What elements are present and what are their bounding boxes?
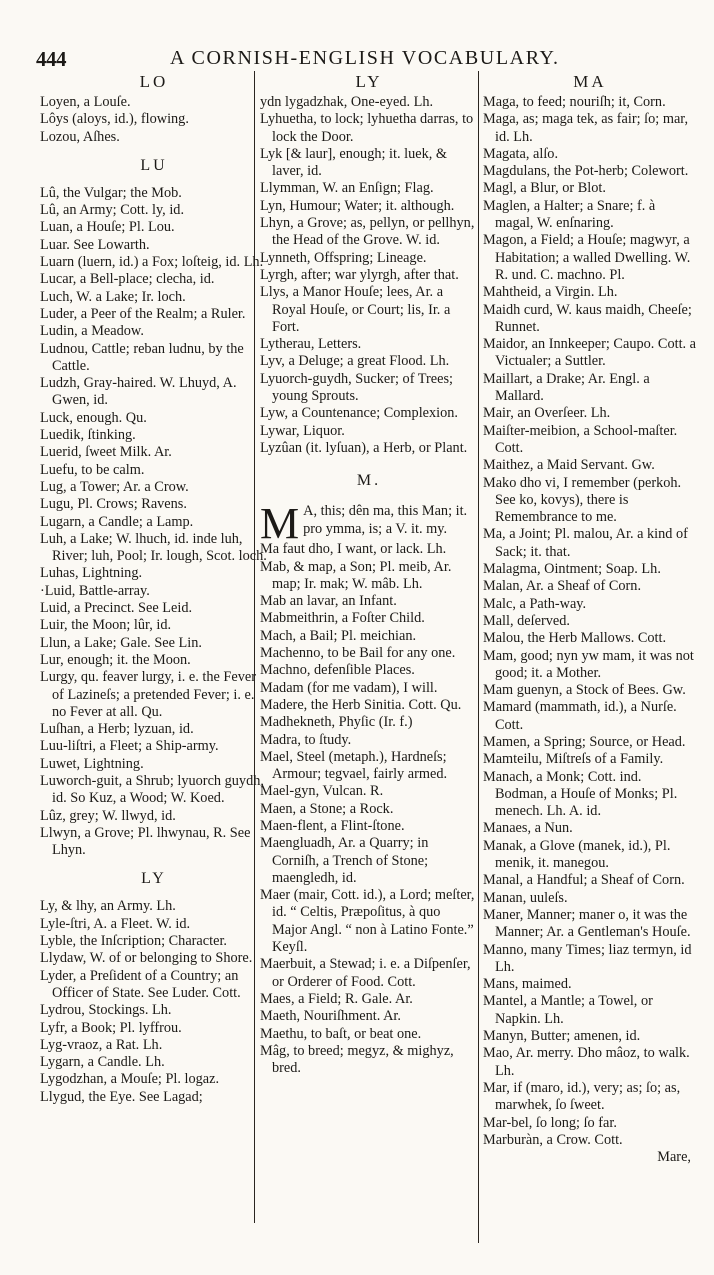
dictionary-entry: Ma, a Joint; Pl. malou, Ar. a kind of Sack; it. that.: [483, 526, 688, 560]
dictionary-entry: Lôys (aloys, id.), flowing.: [40, 111, 189, 128]
dictionary-entry: Maidh curd, W. kaus maidh, Cheeſe; Runnet.: [483, 301, 692, 335]
running-title: A CORNISH-ENGLISH VOCABULARY.: [170, 47, 560, 69]
column-1: [40, 70, 268, 1275]
dictionary-entry: Maeth, Nouriſhment. Ar.: [260, 1008, 401, 1025]
dictionary-entry: Lû, an Army; Cott. ly, id.: [40, 202, 185, 219]
dictionary-entry: Maillart, a Drake; Ar. Engl. a Mallard.: [483, 370, 650, 405]
dictionary-entry: Madam (for me vadam), I will.: [260, 679, 438, 696]
dictionary-entry: Machenno, to be Bail for any one.: [260, 645, 456, 662]
dictionary-entry: Malagma, Ointment; Soap. Lh.: [483, 561, 661, 578]
dictionary-entry: Mam guenyn, a Stock of Bees. Gw.: [483, 682, 686, 699]
dictionary-entry: Lyhuetha, to lock; lyhuetha darras, to lock the Door.: [260, 111, 474, 145]
dictionary-entry: Maen-flent, a Flint-ſtone.: [260, 817, 405, 834]
dictionary-entry: Mar, if (maro, id.), very; as; ſo; as, marwhek, ſo ſweet.: [483, 1079, 681, 1114]
dictionary-entry: Mab, & map, a Son; Pl. meib, Ar. map; Ir. mak; W. mâb. Lh.: [260, 558, 452, 592]
entry-text: A, this; dên ma, this Man; it. pro ymma, is; a V. it. my.: [303, 503, 468, 537]
dictionary-entry: Luworch-guit, a Shrub; lyuorch guydh, id. So Kuz, a Wood; W. Koed.: [40, 772, 264, 807]
dictionary-entry: Lyble, the Inſcription; Character.: [40, 933, 227, 950]
dictionary-entry: Ludnou, Cattle; reban ludnu, by the Cattle.: [40, 340, 244, 374]
dictionary-entry: Madra, to ſtudy.: [260, 731, 352, 748]
dictionary-entry: Lyw, a Countenance; Complexion.: [260, 405, 458, 422]
dictionary-entry: Llwyn, a Grove; Pl. lhwynau, R. See Lhyn.: [40, 824, 251, 859]
dictionary-entry: Manak, a Glove (manek, id.), Pl. menik, it. manegou.: [483, 837, 671, 872]
dictionary-entry: Maglen, a Halter; a Snare; f. à magal, W. enſnaring.: [483, 197, 656, 232]
dictionary-entry: Ludin, a Meadow.: [40, 323, 144, 340]
dictionary-entry: Maengluadh, Ar. a Quarry; in Corniſh, a Trench of Stone; maengledh, id.: [260, 835, 429, 886]
dictionary-entry: Lyv, a Deluge; a great Flood. Lh.: [260, 353, 450, 370]
dictionary-entry: Mabmeithrin, a Foſter Child.: [260, 610, 425, 627]
dictionary-entry: Maethu, to baſt, or beat one.: [260, 1025, 422, 1042]
dictionary-entry: Lyrgh, after; war ylyrgh, after that.: [260, 266, 459, 283]
dictionary-entry: Lyn, Humour; Water; it. although.: [260, 197, 455, 214]
dictionary-entry: Mamen, a Spring; Source, or Head.: [483, 733, 686, 750]
dictionary-entry: Lhyn, a Grove; as, pellyn, or pellhyn, the Head of the Grove. W. id.: [260, 215, 475, 249]
dictionary-entry: Luid, a Precinct. See Leid.: [40, 600, 193, 617]
dictionary-entry: Lugarn, a Candle; a Lamp.: [40, 513, 194, 530]
dictionary-entry: Lyfr, a Book; Pl. lyffrou.: [40, 1019, 182, 1036]
column-head: LO: [139, 72, 169, 91]
dictionary-entry: Mantel, a Mantle; a Towel, or Napkin. Lh.: [483, 993, 653, 1027]
dictionary-entry: Marburàn, a Crow. Cott.: [483, 1131, 623, 1148]
dictionary-entry: [260, 499, 478, 549]
dictionary-entry: Llys, a Manor Houſe; lees, Ar. a Royal Houſe, or Court; lis, Ir. a Fort.: [260, 284, 451, 335]
dictionary-entry: Malou, the Herb Mallows. Cott.: [483, 630, 667, 647]
dictionary-entry: Maer (mair, Cott. id.), a Lord; meſter, id. “ Celtis, Præpoſitus, à quo Major Angl. “ non à Latino Fonte.” Keyſl.: [260, 887, 475, 956]
dictionary-entry: Mab an lavar, an Infant.: [260, 593, 397, 610]
dictionary-entry: Lyle-ſtri, A. a Fleet. W. id.: [40, 915, 191, 932]
entry-continuation: ydn lygadzhak, One-eyed. Lh.: [260, 94, 434, 110]
dictionary-entry: Maerbuit, a Stewad; i. e. a Diſpenſer, or Orderer of Food. Cott.: [260, 956, 471, 990]
dictionary-entry: Lywar, Liquor.: [260, 422, 345, 439]
dictionary-entry: Luu-liſtri, a Fleet; a Ship-army.: [40, 738, 219, 755]
dictionary-entry: Lug, a Tower; Ar. a Crow.: [40, 478, 189, 495]
dictionary-entry: Luefu, to be calm.: [40, 461, 145, 478]
dictionary-entry: Luar. See Lowarth.: [40, 236, 150, 253]
column-2: [260, 70, 478, 1275]
dictionary-entry: Lygodzhan, a Mouſe; Pl. logaz.: [40, 1071, 220, 1088]
dictionary-entry: Lozou, Aſhes.: [40, 128, 120, 145]
dictionary-entry: Luerid, ſweet Milk. Ar.: [40, 444, 172, 461]
dictionary-entry: Machno, defenſible Places.: [260, 662, 415, 679]
column-head: MA: [573, 72, 607, 91]
dictionary-entry: Lugu, Pl. Crows; Ravens.: [40, 496, 187, 513]
dictionary-entry: Madere, the Herb Sinitia. Cott. Qu.: [260, 696, 462, 713]
dictionary-entry: Luan, a Houſe; Pl. Lou.: [40, 219, 175, 236]
dictionary-entry: Luwet, Lightning.: [40, 755, 144, 772]
dictionary-entry: Magata, alſo.: [483, 145, 559, 162]
letter-section-heading: M.: [356, 472, 382, 490]
dictionary-entry: Ma faut dho, I want, or lack. Lh.: [260, 541, 447, 558]
dictionary-entry: Maidor, an Innkeeper; Caupo. Cott. a Victualer; a Suttler.: [483, 336, 697, 370]
dictionary-entry: Lû, the Vulgar; the Mob.: [40, 184, 182, 201]
dictionary-entry: Mael, Steel (metaph.), Hardneſs; Armour; tegvael, fairly armed.: [260, 748, 448, 783]
dictionary-entry: Maga, as; maga tek, as fair; ſo; mar, id. Lh.: [483, 111, 689, 145]
dictionary-entry: Lytherau, Letters.: [260, 336, 362, 353]
dictionary-entry: Mael-gyn, Vulcan. R.: [260, 783, 384, 800]
dictionary-entry: Madhekneth, Phyſic (Ir. f.): [260, 714, 413, 731]
dictionary-entry: Magdulans, the Pot-herb; Colewort.: [483, 163, 689, 180]
dictionary-entry: Lucar, a Bell-place; clecha, id.: [40, 271, 215, 288]
dictionary-entry: Mam, good; nyn yw mam, it was not good; it. a Mother.: [483, 647, 694, 681]
dictionary-entry: Luder, a Peer of the Realm; a Ruler.: [40, 305, 246, 322]
dictionary-entry: Mair, an Overſeer. Lh.: [483, 405, 611, 422]
section-heading: LY: [141, 870, 167, 888]
dictionary-entry: Loyen, a Louſe.: [40, 94, 131, 110]
column-rule-2: [478, 71, 479, 1243]
dictionary-entry: Malan, Ar. a Sheaf of Corn.: [483, 578, 642, 595]
dictionary-entry: Mar-bel, ſo long; ſo far.: [483, 1114, 617, 1131]
dictionary-entry: Mao, Ar. merry. Dho mâoz, to walk. Lh.: [483, 1045, 690, 1079]
dictionary-entry: Mâg, to breed; megyz, & mighyz, bred.: [260, 1042, 454, 1077]
section-heading: LU: [140, 156, 168, 174]
dictionary-entry: Lyuorch-guydh, Sucker; of Trees; young Sprouts.: [260, 370, 453, 405]
dictionary-entry: Maen, a Stone; a Rock.: [260, 800, 394, 817]
dictionary-entry: Luedik, ſtinking.: [40, 427, 136, 444]
dictionary-entry: Maes, a Field; R. Gale. Ar.: [260, 990, 413, 1007]
dictionary-entry: Lydrou, Stockings. Lh.: [40, 1002, 172, 1019]
dictionary-entry: Luck, enough. Qu.: [40, 409, 147, 426]
dictionary-entry: Luh, a Lake; W. lhuch, id. inde luh, River; luh, Pool; Ir. lough, Scot. loch.: [40, 530, 267, 565]
dictionary-entry: Lygarn, a Candle. Lh.: [40, 1054, 165, 1071]
dictionary-entry: Mamard (mammath, id.), a Nurſe. Cott.: [483, 699, 677, 733]
dictionary-entry: Maga, to feed; nouriſh; it, Corn.: [483, 94, 666, 110]
running-header: [30, 45, 690, 71]
dictionary-entry: Malc, a Path-way.: [483, 595, 587, 612]
dictionary-entry: Magon, a Field; a Houſe; magwyr, a Habitation; a walled Dwelling. W. R. und. C. machno. Pl.: [483, 232, 691, 283]
dictionary-entry: Ludzh, Gray-haired. W. Lhuyd, A. Gwen, id.: [40, 375, 237, 409]
dictionary-entry: Luch, W. a Lake; Ir. loch.: [40, 288, 186, 305]
dictionary-entry: Mach, a Bail; Pl. meichian.: [260, 627, 417, 644]
dictionary-entry: Manan, uuleſs.: [483, 889, 568, 906]
dictionary-entry: Llun, a Lake; Gale. See Lin.: [40, 634, 202, 651]
dictionary-entry: Mall, deſerved.: [483, 612, 570, 629]
dictionary-entry: Manal, a Handful; a Sheaf of Corn.: [483, 872, 685, 889]
dictionary-entry: Llydaw, W. of or belonging to Shore.: [40, 950, 253, 967]
dictionary-entry: Llymman, W. an Enſign; Flag.: [260, 180, 434, 197]
dictionary-entry: Luir, the Moon; lûr, id.: [40, 617, 172, 634]
dictionary-entry: Maithez, a Maid Servant. Gw.: [483, 457, 655, 474]
dictionary-entry: ·Luid, Battle-array.: [40, 582, 150, 599]
dictionary-entry: Lyk [& laur], enough; it. luek, & laver, id.: [260, 145, 448, 180]
dictionary-entry: Luſhan, a Herb; lyzuan, id.: [40, 721, 194, 738]
dictionary-entry: Maner, Manner; maner o, it was the Manner; Ar. a Gentleman's Houſe.: [483, 906, 691, 941]
dictionary-entry: Lur, enough; it. the Moon.: [40, 651, 191, 668]
dictionary-entry: Mamteilu, Miſtreſs of a Family.: [483, 751, 664, 768]
column-3: [483, 70, 697, 1275]
dictionary-entry: Lynneth, Offspring; Lineage.: [260, 249, 427, 266]
dictionary-entry: Lyg-vraoz, a Rat. Lh.: [40, 1036, 163, 1053]
dictionary-entry: Mahtheid, a Virgin. Lh.: [483, 284, 618, 301]
dictionary-entry: Maiſter-meibion, a School-maſter. Cott.: [483, 422, 678, 456]
dictionary-entry: Manno, many Times; liaz termyn, id Lh.: [483, 941, 692, 975]
page-number: 444: [36, 47, 66, 71]
dictionary-entry: Ly, & lhy, an Army. Lh.: [40, 898, 176, 915]
drop-cap: M: [260, 499, 300, 549]
dictionary-entry: Manyn, Butter; amenen, id.: [483, 1028, 641, 1045]
column-head: LY: [355, 72, 383, 91]
dictionary-entry: Manaes, a Nun.: [483, 820, 573, 837]
dictionary-entry: Luhas, Lightning.: [40, 565, 143, 582]
dictionary-entry: Mako dho vi, I remember (perkoh. See ko, kovys), there is Remembrance to me.: [483, 474, 682, 526]
dictionary-entry: Lurgy, qu. feaver lurgy, i. e. the Fever of Lazineſs; a pretended Fever; i. e. no Fever at all. Qu.: [40, 669, 256, 720]
dictionary-entry: Magl, a Blur, or Blot.: [483, 180, 606, 197]
dictionary-entry: Llygud, the Eye. See Lagad;: [40, 1088, 203, 1105]
dictionary-entry: Mans, maimed.: [483, 976, 572, 993]
dictionary-entry: Lyder, a Preſident of a Country; an Officer of State. See Luder. Cott.: [40, 967, 241, 1001]
dictionary-entry: Luarn (luern, id.) a Fox; loſteig, id. Lh.: [40, 254, 264, 271]
dictionary-entry: Lyzûan (it. lyſuan), a Herb, or Plant.: [260, 439, 468, 456]
dictionary-entry: Lûz, grey; W. llwyd, id.: [40, 807, 176, 824]
dictionary-entry: Manach, a Monk; Cott. ind. Bodman, a Houſe of Monks; Pl. menech. Lh. A. id.: [483, 768, 678, 820]
catchword: Mare,: [657, 1149, 691, 1166]
